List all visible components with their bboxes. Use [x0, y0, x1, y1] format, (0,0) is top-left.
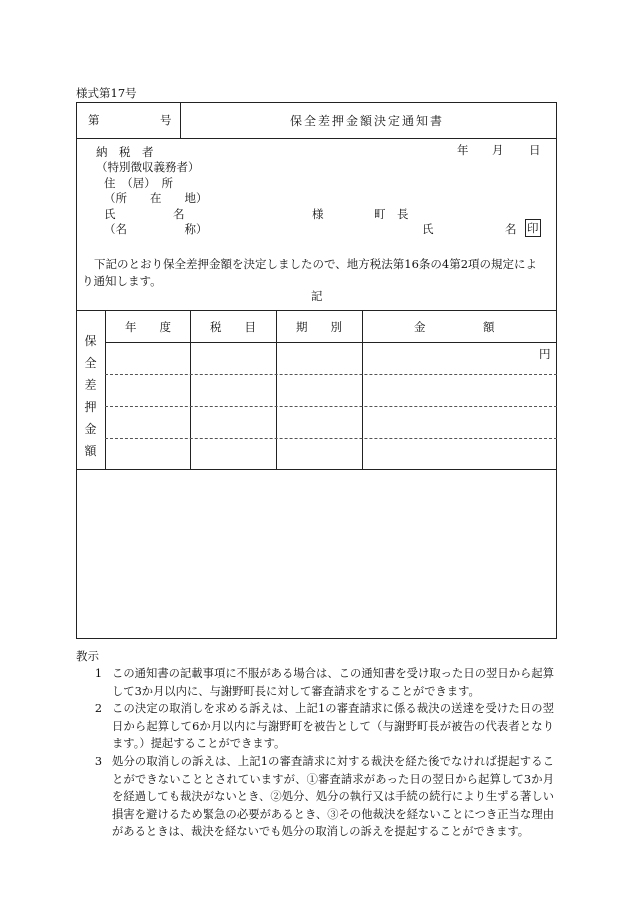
form-number: 様式第17号 [76, 86, 137, 100]
note-item: 1 この通知書の記載事項に不服がある場合は、この通知書を受け取った日の翌日から起算して3か月以内に、与謝野町長に対して審査請求をすることができます。 [94, 667, 554, 698]
note-item: 2 この決定の取消しを求める訴えは、上記1の審査請求に係る裁決の送達を受けた日の翌日から起算して6か月以内に与謝野町を被告として（与謝野町長が被告の代表者となります。）提起することができます。 [94, 702, 554, 751]
column-header-period: 期 別 [296, 320, 342, 334]
column-header-amount: 金 額 [414, 320, 495, 334]
notes-list [76, 665, 554, 841]
row-label-vertical: 保 全 差 押 金 額 [84, 334, 97, 458]
notes-heading: 教示 [76, 649, 99, 663]
seal-mark: 印 [527, 221, 539, 235]
document-number-prefix: 第 [88, 113, 100, 127]
date-month: 月 [492, 143, 504, 157]
body-text: 下記のとおり保全差押金額を決定しましたので、地方税法第16条の4第2項の規定により通知します。 [82, 257, 538, 288]
document-title: 保全差押金額決定通知書 [290, 114, 445, 128]
date-day: 日 [529, 143, 541, 157]
column-header-tax-item: 税 目 [210, 320, 256, 334]
date-year: 年 [457, 143, 469, 157]
issuer-name-label-2: 名 [505, 222, 517, 236]
issuer-name-label-1: 氏 [422, 222, 434, 236]
name-label: 氏 名 [104, 207, 185, 221]
column-header-fiscal-year: 年 度 [125, 320, 171, 334]
address-label: 住 （居） 所 [104, 176, 173, 190]
ki-marker: 記 [311, 289, 323, 303]
honorific: 様 [312, 207, 324, 221]
location-label: （所 在 地） [104, 191, 208, 205]
currency-unit: 円 [539, 347, 551, 361]
document-number-suffix: 号 [160, 113, 172, 127]
designation-label: （名 称） [104, 222, 208, 236]
issuer-title: 町 長 [374, 207, 409, 221]
taxpayer-label: 納 税 者 [96, 145, 154, 159]
special-collector-label: （特別徴収義務者） [96, 160, 200, 174]
note-item: 3 処分の取消しの訴えは、上記1の審査請求に対する裁決を経た後でなければ提起することができないこととされていますが、①審査請求があった日の翌日から起算して3か月を経過しても裁決がないとき、②処分、処分の執行又は手続の続行により生ずる著しい損害を避けるため緊急の必要があるとき、③その他裁決を経ないことにつき正当な理由があるときは、裁決を経ないでも処分の取消しの訴えを提起することができます。 [94, 754, 554, 839]
